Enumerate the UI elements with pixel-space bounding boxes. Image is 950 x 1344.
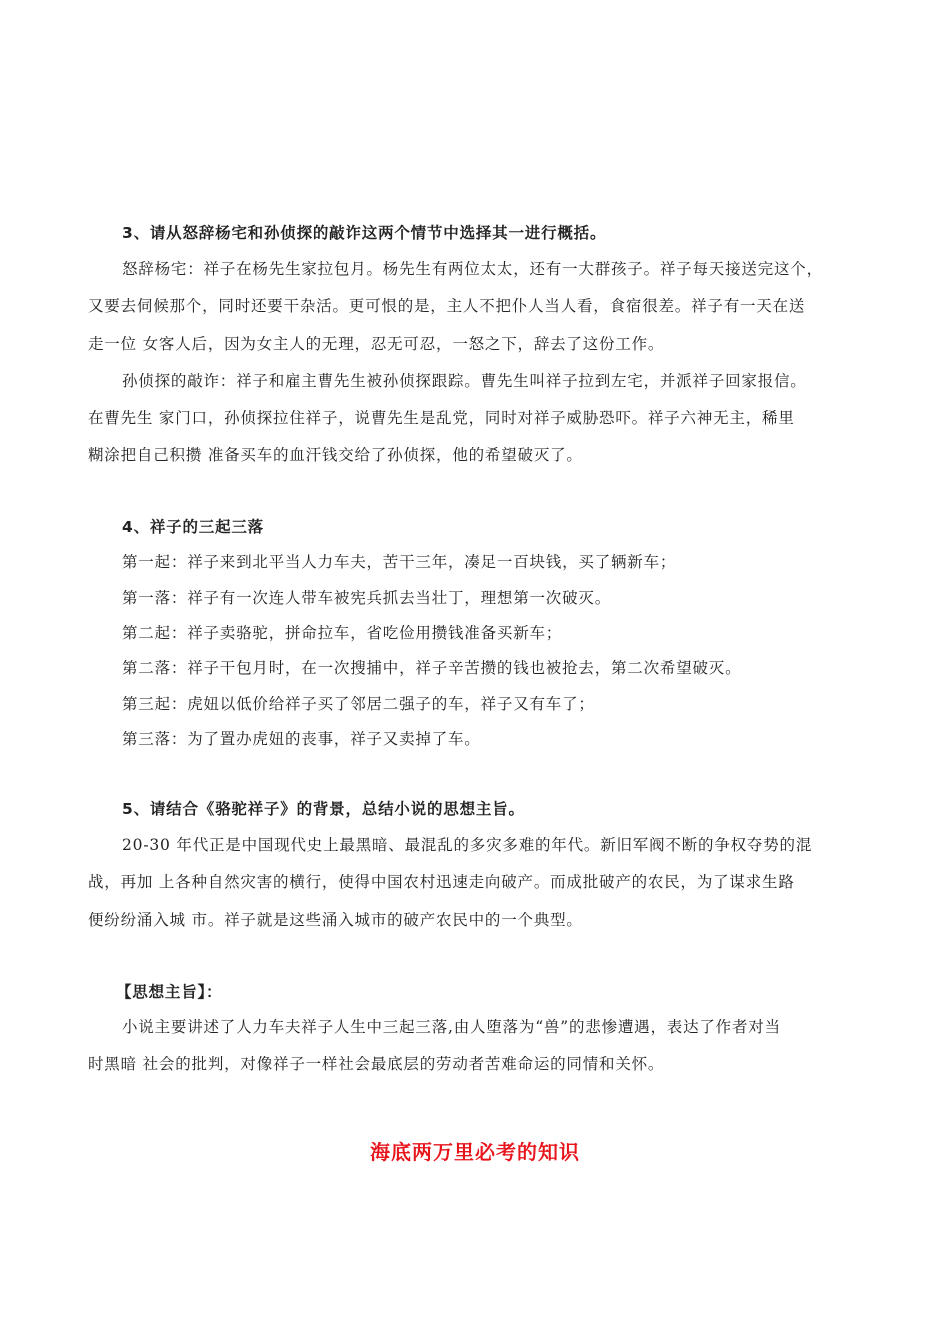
paragraph-line: 糊涂把自己积攒 准备买车的血汗钱交给了孙侦探，他的希望破灭了。 (88, 446, 583, 464)
section-4-heading: 4、祥子的三起三落 (122, 518, 264, 536)
list-item: 第一落：祥子有一次连人带车被宪兵抓去当壮丁，理想第一次破灭。 (122, 589, 612, 607)
theme-heading: 【思想主旨】： (116, 983, 223, 1001)
paragraph-line: 怒辞杨宅：祥子在杨先生家拉包月。杨先生有两位太太，还有一大群孩子。祥子每天接送完这个， (122, 260, 823, 278)
section-3-heading: 3、请从怒辞杨宅和孙侦探的敲诈这两个情节中选择其一进行概括。 (122, 224, 607, 242)
paragraph-line: 小说主要讲述了人力车夫祥子人生中三起三落,由人堕落为“兽”的悲惨遭遇，表达了作者对当 (122, 1018, 781, 1036)
paragraph-line: 走一位 女客人后，因为女主人的无理，忍无可忍，一怒之下，辞去了这份工作。 (88, 335, 665, 353)
list-item: 第三起：虎妞以低价给祥子买了邻居二强子的车，祥子又有车了； (122, 695, 595, 713)
list-item: 第三落：为了置办虎妞的丧事，祥子又卖掉了车。 (122, 730, 481, 748)
paragraph-line: 战，再加 上各种自然灾害的横行，使得中国农村迅速走向破产。而成批破产的农民，为了谋求生路 (88, 873, 795, 891)
paragraph-line: 便纷纷涌入城 市。祥子就是这些涌入城市的破产农民中的一个典型。 (88, 911, 583, 929)
list-item: 第一起：祥子来到北平当人力车夫，苦干三年，凑足一百块钱，买了辆新车； (122, 553, 677, 571)
paragraph-line: 在曹先生 家门口，孙侦探拉住祥子，说曹先生是乱党，同时对祥子威胁恐吓。祥子六神无主，稀里 (88, 409, 795, 427)
section-5-heading: 5、请结合《骆驼祥子》的背景，总结小说的思想主旨。 (122, 800, 525, 818)
paragraph-line: 又要去伺候那个，同时还要干杂活。更可恨的是，主人不把仆人当人看，食宿很差。祥子有一天在送 (88, 297, 806, 315)
list-item: 第二落：祥子干包月时，在一次搜捕中，祥子辛苦攒的钱也被抢去，第二次希望破灭。 (122, 659, 742, 677)
paragraph-line: 孙侦探的敲诈：祥子和雇主曹先生被孙侦探跟踪。曹先生叫祥子拉到左宅，并派祥子回家报信。 (122, 372, 807, 390)
paragraph-line: 时黑暗 社会的批判，对像祥子一样社会最底层的劳动者苦难命运的同情和关怀。 (88, 1055, 665, 1073)
paragraph-line: 20-30 年代正是中国现代史上最黑暗、最混乱的多灾多难的年代。新旧军阀不断的争权夺势的混 (122, 836, 813, 854)
next-section-title: 海底两万里必考的知识 (370, 1140, 580, 1164)
list-item: 第二起：祥子卖骆驼，拼命拉车，省吃俭用攒钱准备买新车； (122, 624, 563, 642)
